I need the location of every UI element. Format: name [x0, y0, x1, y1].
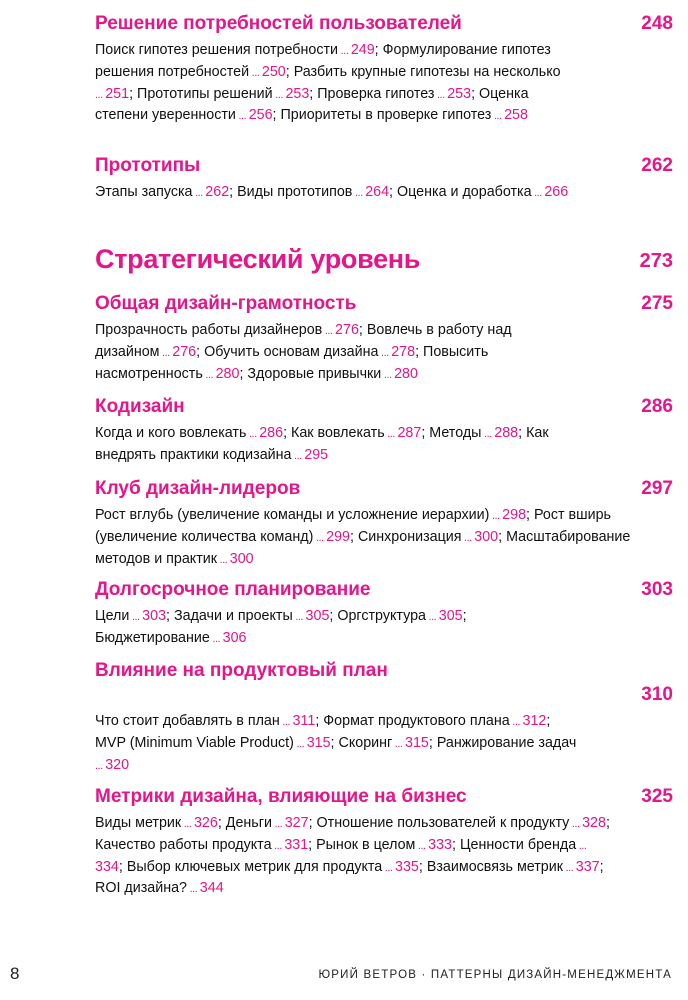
page-number: 8: [10, 964, 20, 983]
toc-separator: ;: [229, 184, 238, 200]
section-header: [95, 659, 673, 711]
toc-entry-title: Формулирование гипотез решения потребностей: [95, 42, 551, 80]
toc-dot-leader: ...: [272, 88, 286, 101]
toc-entry-page: 337: [575, 858, 600, 875]
toc-dot-leader: ...: [209, 632, 223, 645]
toc-dot-leader: ...: [576, 839, 587, 852]
toc-entry: [339, 735, 437, 751]
toc-entry-title: Синхронизация: [357, 528, 462, 545]
toc-entry-title: Прототипы решений: [137, 85, 273, 102]
toc-separator: ;: [498, 528, 507, 545]
toc-separator: ;: [308, 836, 317, 853]
toc-entry-page: 326: [193, 815, 218, 831]
toc-entry-title: Виды прототипов: [237, 184, 353, 200]
toc-entry-page: 300: [229, 550, 254, 567]
section-entries: [95, 40, 570, 127]
section-title: Метрики дизайна, влияющие на бизнес: [95, 786, 467, 807]
toc-entry-title: Прозрачность работы дизайнеров: [95, 322, 323, 338]
section-entries: [95, 711, 585, 776]
toc-entry: [95, 507, 534, 523]
toc-section: [95, 292, 673, 385]
toc-entry-title: Бюджетирование: [95, 629, 210, 646]
toc-separator: ;: [452, 836, 460, 853]
toc-separator: ;: [418, 858, 427, 875]
section-title: Общая дизайн-грамотность: [95, 293, 357, 314]
toc-separator: ;: [374, 42, 383, 58]
toc-entry: [317, 815, 610, 831]
toc-separator: ;: [421, 425, 430, 441]
toc-entry-title: Как внедрять практики кодизайна: [95, 425, 549, 463]
toc-separator: ;: [166, 608, 174, 624]
toc-entry-page: 249: [350, 42, 375, 58]
toc-entry: [95, 880, 224, 896]
toc-entry: [226, 815, 317, 831]
section-title: Прототипы: [95, 155, 201, 176]
section-header: [95, 477, 673, 505]
toc-dot-leader: ...: [271, 818, 285, 830]
toc-dot-leader: ...: [187, 883, 200, 896]
toc-entry-title: Оценка и доработка: [397, 184, 532, 200]
toc-entry: [358, 529, 506, 545]
section-title: Решение потребностей пользователей: [95, 13, 462, 34]
toc-entry-page: 299: [326, 528, 350, 545]
running-title: ЮРИЙ ВЕТРОВ · ПАТТЕРНЫ ДИЗАЙН-МЕНЕДЖМЕНТА: [318, 969, 672, 981]
toc-entry-page: 315: [405, 734, 429, 751]
toc-entry-title: MVP (Minimum Viable Product): [95, 734, 294, 751]
toc-dot-leader: ...: [313, 531, 327, 544]
toc-entry-page: 253: [285, 85, 310, 102]
toc-entry-title: Когда и кого вовлекать: [95, 425, 247, 441]
toc-entry-page: 333: [428, 836, 453, 853]
part-title: Стратегический уровень: [95, 244, 421, 274]
toc-section: [95, 477, 673, 570]
toc-separator: ;: [129, 85, 138, 102]
toc-entry-page: 288: [494, 425, 519, 441]
section-header: [95, 785, 673, 813]
toc-entry-title: Ранжирование задач: [436, 734, 577, 751]
toc-entry-page: 276: [172, 343, 197, 360]
toc-entry-page: 256: [248, 107, 273, 124]
toc-entry-title: Виды метрик: [95, 815, 182, 831]
toc-entry: [95, 713, 323, 729]
toc-separator: ;: [330, 734, 339, 751]
toc-entry-title: Здоровые привычки: [247, 365, 382, 382]
toc-entry: [429, 425, 526, 441]
toc-entry-page: 312: [522, 713, 547, 729]
toc-entry: [95, 735, 339, 751]
toc-separator: ;: [118, 858, 127, 875]
toc-entry-title: Оргструктура: [337, 608, 426, 624]
toc-entry-title: Ценности бренда: [459, 836, 577, 853]
toc-dot-leader: ...: [378, 346, 392, 359]
toc-section: [95, 12, 673, 127]
toc-entry-page: 262: [205, 184, 230, 200]
toc-entry: [137, 86, 317, 102]
toc-entry: [95, 608, 174, 624]
toc-dot-leader: ...: [381, 368, 395, 381]
toc-entry: [127, 859, 427, 875]
toc-separator: ;: [283, 425, 292, 441]
section-page-number: 248: [641, 13, 673, 34]
toc-entry-title: Качество работы продукта: [95, 836, 272, 853]
section-entries: [95, 423, 575, 467]
toc-entry-page: 280: [394, 365, 418, 382]
toc-entry: [291, 425, 429, 441]
toc-entry: [237, 184, 397, 200]
toc-separator: ;: [329, 608, 338, 624]
toc-entry-title: Цели: [95, 608, 130, 624]
toc-dot-leader: ...: [563, 861, 576, 874]
toc-entry-page: 306: [222, 629, 247, 646]
toc-dot-leader: ...: [95, 759, 106, 772]
toc-entry-page: 287: [397, 425, 422, 441]
toc-entry-page: 298: [502, 507, 527, 523]
section-entries: [95, 606, 515, 650]
toc-dot-leader: ...: [491, 110, 505, 123]
toc-dot-leader: ...: [384, 428, 398, 440]
toc-dot-leader: ...: [235, 110, 249, 123]
toc-dot-leader: ...: [461, 531, 475, 544]
toc-dot-leader: ...: [569, 818, 583, 830]
toc-entry-page: 264: [365, 184, 390, 200]
toc-section: [95, 578, 673, 650]
toc-entry-page: 266: [544, 184, 569, 200]
toc-dot-leader: ...: [95, 88, 106, 101]
toc-separator: ;: [462, 608, 467, 624]
section-header: [95, 292, 673, 320]
section-header: [95, 395, 673, 423]
toc-dot-leader: ...: [293, 737, 307, 750]
toc-entry-page: 250: [261, 63, 286, 80]
toc-separator: ;: [309, 85, 318, 102]
toc-entry-page: 303: [142, 608, 167, 624]
toc-separator: ;: [308, 815, 317, 831]
toc-entry-title: Масштабирование методов и практик: [95, 528, 631, 567]
toc-entry-page: 305: [305, 608, 330, 624]
toc-dot-leader: ...: [415, 839, 429, 852]
section-title: Клуб дизайн-лидеров: [95, 478, 301, 499]
section-header: [95, 154, 673, 182]
section-entries: [95, 320, 535, 385]
toc-entry-title: Рост вглубь (увеличение команды и усложнение иерархии): [95, 507, 490, 523]
toc-entry-page: 334: [95, 858, 119, 875]
toc-section: [95, 154, 673, 204]
toc-separator: ;: [272, 107, 281, 124]
toc-entry-page: 280: [215, 365, 240, 382]
toc-dot-leader: ...: [382, 861, 396, 874]
toc-entry: [95, 815, 226, 831]
section-page-number: 286: [641, 396, 673, 417]
toc-entry-title: Повысить насмотренность: [95, 343, 489, 382]
toc-dot-leader: ...: [271, 839, 285, 852]
toc-entry-title: Разбить крупные гипотезы на несколько: [293, 63, 561, 80]
toc-entry-title: Как вовлекать: [291, 425, 385, 441]
section-page-number: 325: [641, 786, 673, 807]
toc-entry: [427, 859, 604, 875]
toc-entry-title: Оценка степени уверенности: [95, 85, 529, 124]
toc-dot-leader: ...: [425, 611, 439, 623]
toc-entry-page: 305: [438, 608, 463, 624]
toc-entry-title: Рост вширь (увеличение количества команд): [95, 507, 611, 545]
toc-entry-title: Деньги: [225, 815, 272, 831]
toc-separator: ;: [285, 63, 294, 80]
toc-separator: ;: [349, 528, 358, 545]
section-title: Кодизайн: [95, 396, 185, 417]
toc-entry-page: 253: [447, 85, 472, 102]
toc-separator: ;: [358, 322, 367, 338]
part-header: [95, 243, 673, 279]
section-page-number: 310: [641, 684, 673, 705]
toc-separator: ;: [471, 85, 480, 102]
section-title: Долгосрочное планирование: [95, 579, 371, 600]
toc-separator: ;: [217, 815, 226, 831]
toc-entry-page: 311: [292, 713, 316, 729]
toc-entry-title: Выбор ключевых метрик для продукта: [126, 858, 383, 875]
toc-entry-page: 335: [395, 858, 419, 875]
toc-section: [95, 785, 673, 900]
toc-dot-leader: ...: [129, 611, 143, 623]
toc-dot-leader: ...: [246, 428, 260, 440]
toc-entry-title: Вовлечь в работу над дизайном: [95, 322, 512, 360]
section-entries: [95, 505, 635, 570]
section-entries: [95, 182, 615, 204]
toc-separator: ;: [546, 713, 551, 729]
toc-entry-page: 251: [105, 85, 130, 102]
toc-entry: [281, 107, 528, 123]
toc-entry-title: Проверка гипотез: [317, 85, 435, 102]
toc-entry-title: Методы: [429, 425, 482, 441]
toc-separator: ;: [415, 343, 424, 360]
toc-separator: ;: [518, 425, 527, 441]
section-entries: [95, 813, 615, 900]
toc-entry: [204, 344, 423, 360]
toc-entry: [316, 837, 460, 853]
toc-entry-page: 315: [306, 734, 331, 751]
section-title: Влияние на продуктовый план: [95, 660, 388, 681]
toc-entry: [95, 42, 383, 58]
toc-entry: [317, 86, 479, 102]
toc-entry-title: Отношение пользователей к продукту: [316, 815, 570, 831]
toc-entry-page: 286: [259, 425, 284, 441]
toc-separator: ;: [389, 184, 397, 200]
toc-section: [95, 395, 673, 467]
toc-dot-leader: ...: [338, 45, 351, 57]
toc-entry-title: Приоритеты в проверке гипотез: [280, 107, 492, 124]
toc-dot-leader: ...: [322, 325, 336, 337]
toc-entry-page: 258: [504, 107, 528, 124]
toc-entry: [174, 608, 337, 624]
toc-entry: [95, 184, 237, 200]
section-header: [95, 12, 673, 40]
section-page-number: 275: [641, 293, 673, 314]
toc-separator: ;: [526, 507, 534, 523]
toc-entry-page: 327: [284, 815, 309, 831]
toc-entry: [95, 425, 291, 441]
toc-entry-title: Поиск гипотез решения потребности: [95, 42, 339, 58]
toc-dot-leader: ...: [291, 449, 305, 462]
toc-entry-title: Этапы запуска: [95, 184, 193, 200]
toc-entry-page: 331: [284, 836, 309, 853]
toc-dot-leader: ...: [202, 368, 216, 381]
toc-entry-page: 295: [304, 446, 329, 463]
toc-entry-page: 276: [335, 322, 359, 338]
toc-entry: [95, 322, 367, 338]
toc-dot-leader: ...: [192, 187, 206, 199]
toc-entry: [397, 184, 568, 200]
toc-entry-title: Рынок в целом: [316, 836, 416, 853]
section-header: [95, 578, 673, 606]
toc-entry-page: 320: [105, 756, 130, 773]
toc-entry: [247, 366, 418, 382]
toc-dot-leader: ...: [531, 187, 545, 199]
toc-separator: ;: [315, 713, 324, 729]
toc-dot-leader: ...: [181, 818, 194, 830]
toc-dot-leader: ...: [279, 716, 293, 728]
toc-section: [95, 659, 673, 776]
toc-entry: [323, 713, 550, 729]
toc-dot-leader: ...: [481, 428, 495, 440]
toc-dot-leader: ...: [509, 716, 523, 728]
toc-entry: [337, 608, 466, 624]
toc-separator: ;: [599, 858, 604, 875]
toc-dot-leader: ...: [392, 737, 406, 750]
toc-dot-leader: ...: [292, 611, 306, 623]
toc-dot-leader: ...: [434, 88, 448, 101]
toc-separator: ;: [428, 734, 437, 751]
toc-dot-leader: ...: [249, 66, 262, 79]
section-page-number: 262: [641, 155, 673, 176]
toc-separator: ;: [196, 343, 205, 360]
toc-dot-leader: ...: [352, 187, 366, 199]
toc-dot-leader: ...: [489, 510, 503, 522]
toc-dot-leader: ...: [159, 346, 173, 359]
toc-entry: [95, 837, 316, 853]
toc-entry-page: 278: [391, 343, 416, 360]
toc-entry-title: Формат продуктового плана: [323, 713, 510, 729]
toc-entry-page: 300: [474, 528, 499, 545]
section-page-number: 303: [641, 579, 673, 600]
toc-entry-page: 344: [199, 880, 224, 897]
toc-entry-page: 328: [582, 815, 606, 831]
toc-entry-title: Взаимосвязь метрик: [426, 858, 563, 875]
toc-entry-title: Что стоит добавлять в план: [95, 713, 280, 729]
toc-entry: [95, 630, 246, 646]
toc-separator: ;: [239, 365, 248, 382]
section-page-number: 297: [641, 478, 673, 499]
part-page-number: 273: [639, 250, 673, 272]
toc-dot-leader: ...: [217, 553, 230, 566]
toc-entry-title: Задачи и проекты: [173, 608, 293, 624]
toc-entry-title: Скоринг: [338, 734, 393, 751]
toc-entry-title: Обучить основам дизайна: [204, 343, 379, 360]
toc-entry-title: ROI дизайна?: [95, 880, 188, 897]
toc-separator: ;: [605, 815, 610, 831]
